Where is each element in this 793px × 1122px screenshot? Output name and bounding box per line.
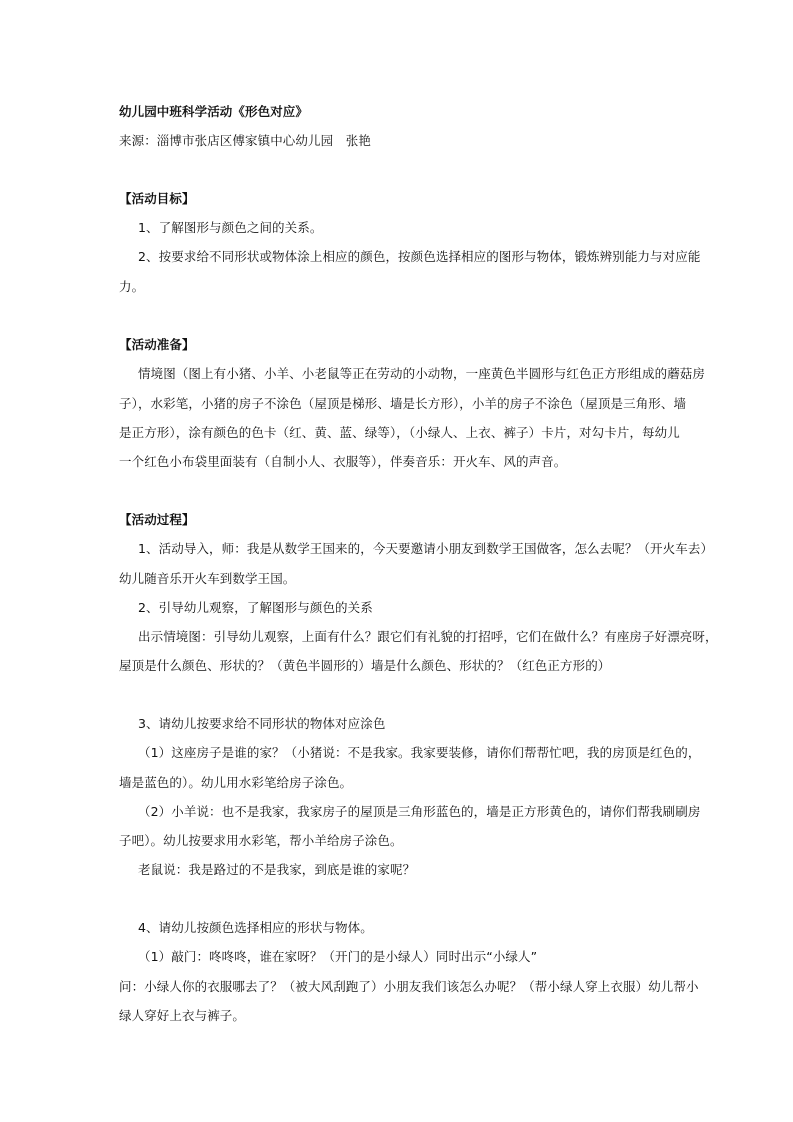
- process-heading: 【活动过程】: [119, 512, 195, 527]
- step-3-p2-line-2: 子吧）。幼儿按要求用水彩笔，帮小羊给房子涂色。: [119, 833, 403, 848]
- step-1-line-2: 幼儿随音乐开火车到数学王国。: [119, 571, 296, 586]
- prep-line-3: 是正方形），涂有颜色的色卡（红、黄、蓝、绿等），（小绿人、上衣、裤子）卡片，对勾卡片，每幼儿: [119, 425, 680, 440]
- prep-line-1: 情境图（图上有小猪、小羊、小老鼠等正在劳动的小动物，一座黄色半圆形与红色正方形组成的蘑菇房: [138, 366, 706, 381]
- step-3-p1-line-2: 墙是蓝色的）。幼儿用水彩笔给房子涂色。: [119, 775, 353, 790]
- source-line: 来源：淄博市张店区傅家镇中心幼儿园 张艳: [119, 133, 372, 148]
- goals-heading: 【活动目标】: [119, 191, 195, 206]
- step-4-title: 4、请幼儿按颜色选择相应的形状与物体。: [138, 920, 373, 935]
- goal-item-2-cont: 力。: [119, 279, 145, 294]
- goal-item-2: 2、按要求给不同形状或物体涂上相应的颜色，按颜色选择相应的图形与物体，锻炼辨别能力与对应能: [138, 249, 701, 264]
- step-3-p2-line-1: （2）小羊说：也不是我家，我家房子的屋顶是三角形蓝色的，墙是正方形黄色的，请你们帮我刷刷房: [138, 804, 701, 819]
- step-3-p1-line-1: （1）这座房子是谁的家？（小猪说：不是我家。我家要装修，请你们帮帮忙吧，我的房顶是红色的，: [138, 745, 701, 760]
- prep-heading: 【活动准备】: [119, 337, 195, 352]
- step-2-title: 2、引导幼儿观察，了解图形与颜色的关系: [138, 600, 373, 615]
- prep-line-4: 一个红色小布袋里面装有（自制小人、衣服等），伴奏音乐：开火车、风的声音。: [119, 454, 567, 469]
- step-1-line-1: 1、活动导入，师：我是从数学王国来的，今天要邀请小朋友到数学王国做客，怎么去呢？（开火车去）: [138, 541, 714, 556]
- step-2-line-2: 屋顶是什么颜色、形状的？（黄色半圆形的）墙是什么颜色、形状的？（红色正方形的）: [119, 658, 611, 673]
- document-title: 幼儿园中班科学活动《形色对应》: [119, 104, 309, 119]
- step-4-p2-line-2: 绿人穿好上衣与裤子。: [119, 1008, 246, 1023]
- step-4-p2-line-1: 问：小绿人你的衣服哪去了？（被大风刮跑了）小朋友我们该怎么办呢？（帮小绿人穿上衣服）幼儿帮小: [119, 979, 699, 994]
- step-3-title: 3、请幼儿按要求给不同形状的物体对应涂色: [138, 716, 386, 731]
- step-2-line-1: 出示情境图：引导幼儿观察，上面有什么？跟它们有礼貌的打招呼，它们在做什么？有座房子好漂亮呀，: [138, 629, 718, 644]
- step-4-p1: （1）敲门：咚咚咚，谁在家呀？（开门的是小绿人）同时出示“小绿人”: [138, 949, 538, 964]
- step-3-p3: 老鼠说：我是路过的不是我家，到底是谁的家呢？: [138, 862, 416, 877]
- goal-item-1: 1、了解图形与颜色之间的关系。: [138, 220, 323, 235]
- prep-line-2: 子），水彩笔，小猪的房子不涂色（屋顶是梯形、墙是长方形），小羊的房子不涂色（屋顶是三角形、墙: [119, 396, 687, 411]
